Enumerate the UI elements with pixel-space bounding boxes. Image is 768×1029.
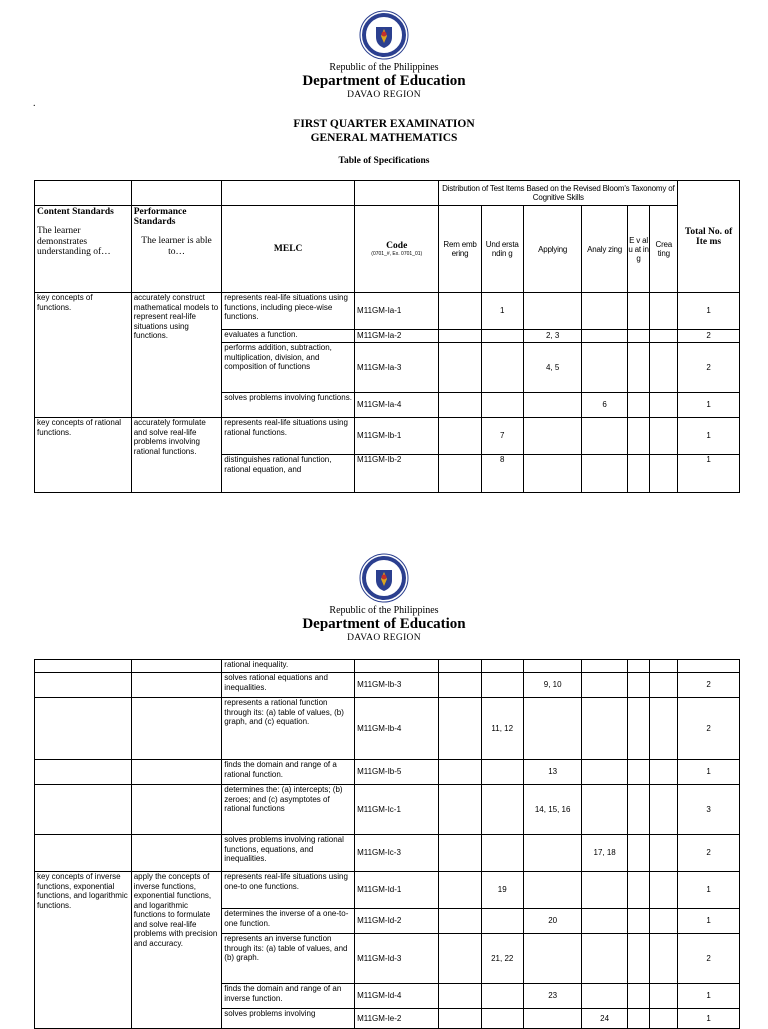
applying-cell <box>523 1009 582 1029</box>
analyzing-cell <box>582 660 627 673</box>
code-cell: M11GM-Ic-1 <box>355 785 439 835</box>
understanding-cell <box>481 1009 523 1029</box>
applying-cell: 2, 3 <box>523 330 582 343</box>
performance-standard-cell: apply the concepts of inverse functions, exponential functions, and logarithmic functions to formulate and solve real-life problems with precision and accuracy. <box>131 872 222 1029</box>
understanding-cell: 21, 22 <box>481 934 523 984</box>
code-cell: M11GM-Ib-4 <box>355 698 439 760</box>
table-row <box>35 872 740 909</box>
total-cell: 1 <box>678 909 740 934</box>
total-cell: 2 <box>678 343 740 393</box>
applying-cell: 13 <box>523 760 582 785</box>
melc-cell: solves rational equations and inequalities. <box>222 673 355 698</box>
analyzing-cell <box>582 785 627 835</box>
total-cell: 1 <box>678 418 740 455</box>
applying-cell <box>523 660 582 673</box>
content-standard-cell: key concepts of rational functions. <box>35 418 132 493</box>
header-blank-content <box>35 181 132 206</box>
total-cell: 1 <box>678 760 740 785</box>
remembering-cell <box>439 984 481 1009</box>
code-cell <box>355 660 439 673</box>
understanding-cell <box>481 660 523 673</box>
region-label: DAVAO REGION <box>347 633 421 643</box>
creating-cell <box>650 293 678 330</box>
subject-title: GENERAL MATHEMATICS <box>310 132 458 144</box>
creating-cell <box>650 698 678 760</box>
remembering-cell <box>439 673 481 698</box>
applying-cell <box>523 455 582 493</box>
content-standard-cell: key concepts of functions. <box>35 293 132 418</box>
performance-standard-cell <box>131 660 222 673</box>
applying-cell <box>523 293 582 330</box>
analyzing-cell <box>582 343 627 393</box>
total-cell <box>678 660 740 673</box>
performance-standard-cell <box>131 698 222 760</box>
creating-cell <box>650 330 678 343</box>
evaluating-cell <box>627 330 650 343</box>
creating-cell <box>650 984 678 1009</box>
applying-cell <box>523 393 582 418</box>
melc-cell: evaluates a function. <box>222 330 355 343</box>
table-row <box>35 785 740 835</box>
analyzing-cell: 24 <box>582 1009 627 1029</box>
understanding-header: Und ersta ndin g <box>481 206 523 293</box>
deped-seal-icon <box>359 10 409 60</box>
code-cell: M11GM-Ib-2 <box>355 455 439 493</box>
code-header <box>355 206 439 293</box>
applying-cell: 9, 10 <box>523 673 582 698</box>
analyzing-cell <box>582 673 627 698</box>
content-standard-cell <box>35 673 132 698</box>
applying-cell <box>523 934 582 984</box>
creating-cell <box>650 455 678 493</box>
applying-cell: 20 <box>523 909 582 934</box>
code-cell: M11GM-Ib-3 <box>355 673 439 698</box>
table-title: Table of Specifications <box>338 156 430 166</box>
stray-dot: . <box>33 98 36 109</box>
melc-header: MELC <box>222 206 355 293</box>
remembering-cell <box>439 660 481 673</box>
understanding-cell <box>481 330 523 343</box>
analyzing-cell: 6 <box>582 393 627 418</box>
applying-cell <box>523 418 582 455</box>
evaluating-cell <box>627 934 650 984</box>
applying-cell <box>523 698 582 760</box>
remembering-cell <box>439 909 481 934</box>
remembering-cell <box>439 418 481 455</box>
total-cell: 1 <box>678 293 740 330</box>
understanding-cell: 8 <box>481 455 523 493</box>
understanding-cell <box>481 785 523 835</box>
remembering-cell <box>439 1009 481 1029</box>
performance-standard-cell: accurately formulate and solve real-life problems involving rational functions. <box>131 418 222 493</box>
applying-cell <box>523 835 582 872</box>
evaluating-cell <box>627 455 650 493</box>
total-cell: 1 <box>678 393 740 418</box>
melc-cell: determines the: (a) intercepts; (b) zeroes; and (c) asymptotes of rational functions <box>222 785 355 835</box>
remembering-cell <box>439 698 481 760</box>
creating-cell <box>650 934 678 984</box>
performance-standard-cell: accurately construct mathematical models to represent real-life situations using functions. <box>131 293 222 418</box>
total-cell: 2 <box>678 698 740 760</box>
content-standards-header <box>35 206 132 293</box>
evaluating-cell <box>627 293 650 330</box>
understanding-cell: 7 <box>481 418 523 455</box>
total-cell: 2 <box>678 330 740 343</box>
code-cell: M11GM-Ia-3 <box>355 343 439 393</box>
performance-standard-cell <box>131 785 222 835</box>
evaluating-cell <box>627 673 650 698</box>
melc-cell: represents real-life situations using rational functions. <box>222 418 355 455</box>
content-standard-cell <box>35 698 132 760</box>
specification-table-page-2 <box>34 659 740 1029</box>
melc-cell: rational inequality. <box>222 660 355 673</box>
creating-cell <box>650 909 678 934</box>
header-blank-performance <box>131 181 222 206</box>
analyzing-cell <box>582 984 627 1009</box>
department-title: Department of Education <box>302 73 466 89</box>
analyzing-cell <box>582 934 627 984</box>
analyzing-cell <box>582 909 627 934</box>
melc-cell: solves problems involving <box>222 1009 355 1029</box>
analyzing-cell: 17, 18 <box>582 835 627 872</box>
melc-cell: represents real-life situations using functions, including piece-wise functions. <box>222 293 355 330</box>
content-standard-cell: key concepts of inverse functions, exponential functions, and logarithmic functions. <box>35 872 132 1029</box>
content-standard-cell <box>35 785 132 835</box>
exam-title: FIRST QUARTER EXAMINATION <box>293 118 475 130</box>
evaluating-cell <box>627 872 650 909</box>
content-standards-label: Content Standards <box>37 207 114 217</box>
code-cell: M11GM-Id-1 <box>355 872 439 909</box>
table-row <box>35 760 740 785</box>
total-cell: 2 <box>678 934 740 984</box>
creating-cell <box>650 673 678 698</box>
analyzing-cell <box>582 698 627 760</box>
total-cell: 3 <box>678 785 740 835</box>
table-row <box>35 293 740 330</box>
remembering-cell <box>439 343 481 393</box>
evaluating-cell <box>627 1009 650 1029</box>
applying-cell: 23 <box>523 984 582 1009</box>
understanding-cell <box>481 835 523 872</box>
distribution-header: Distribution of Test Items Based on the Revised Bloom's Taxonomy of Cognitive Skills <box>439 181 678 206</box>
melc-cell: performs addition, subtraction, multiplication, division, and composition of functions <box>222 343 355 393</box>
evaluating-cell <box>627 984 650 1009</box>
understanding-cell <box>481 909 523 934</box>
department-title: Department of Education <box>302 616 466 632</box>
performance-standards-sub: The learner is able to… <box>141 236 212 257</box>
evaluating-header: E v al u at in g <box>627 206 650 293</box>
remembering-cell <box>439 455 481 493</box>
understanding-cell <box>481 393 523 418</box>
deped-seal-icon <box>359 553 409 603</box>
content-standard-cell <box>35 835 132 872</box>
remembering-cell <box>439 934 481 984</box>
evaluating-cell <box>627 660 650 673</box>
creating-cell <box>650 760 678 785</box>
creating-cell <box>650 418 678 455</box>
analyzing-cell <box>582 872 627 909</box>
remembering-cell <box>439 872 481 909</box>
region-label: DAVAO REGION <box>347 90 421 100</box>
analyzing-cell <box>582 418 627 455</box>
total-cell: 1 <box>678 455 740 493</box>
code-cell: M11GM-Id-3 <box>355 934 439 984</box>
applying-cell: 14, 15, 16 <box>523 785 582 835</box>
table-row <box>35 835 740 872</box>
analyzing-cell <box>582 330 627 343</box>
code-cell: M11GM-Ib-1 <box>355 418 439 455</box>
total-cell: 2 <box>678 673 740 698</box>
total-header: Total No. of Ite ms <box>678 181 740 293</box>
understanding-cell: 1 <box>481 293 523 330</box>
melc-cell: solves problems involving functions. <box>222 393 355 418</box>
applying-cell <box>523 872 582 909</box>
evaluating-cell <box>627 785 650 835</box>
table-row <box>35 660 740 673</box>
understanding-cell <box>481 760 523 785</box>
applying-header: Applying <box>523 206 582 293</box>
performance-standard-cell <box>131 835 222 872</box>
evaluating-cell <box>627 698 650 760</box>
performance-standard-cell <box>131 673 222 698</box>
understanding-cell <box>481 673 523 698</box>
specification-table-page-1 <box>34 180 740 493</box>
code-cell: M11GM-Id-2 <box>355 909 439 934</box>
table-row <box>35 418 740 455</box>
remembering-cell <box>439 835 481 872</box>
evaluating-cell <box>627 343 650 393</box>
analyzing-cell <box>582 293 627 330</box>
melc-cell: finds the domain and range of an inverse function. <box>222 984 355 1009</box>
code-cell: M11GM-Ic-3 <box>355 835 439 872</box>
melc-cell: solves problems involving rational functions, equations, and inequalities. <box>222 835 355 872</box>
understanding-cell <box>481 984 523 1009</box>
creating-cell <box>650 660 678 673</box>
evaluating-cell <box>627 835 650 872</box>
total-cell: 2 <box>678 835 740 872</box>
evaluating-cell <box>627 909 650 934</box>
code-label: Code <box>386 241 408 251</box>
republic-label: Republic of the Philippines <box>329 605 439 616</box>
evaluating-cell <box>627 418 650 455</box>
remembering-header: Rem emb ering <box>439 206 481 293</box>
performance-standards-header <box>131 206 222 293</box>
code-cell: M11GM-Ia-4 <box>355 393 439 418</box>
remembering-cell <box>439 760 481 785</box>
evaluating-cell <box>627 760 650 785</box>
code-cell: M11GM-Id-4 <box>355 984 439 1009</box>
performance-standards-label: Performance Standards <box>133 207 187 227</box>
creating-cell <box>650 785 678 835</box>
melc-cell: distinguishes rational function, rational equation, and <box>222 455 355 493</box>
analyzing-cell <box>582 760 627 785</box>
table-row <box>35 698 740 760</box>
code-cell: M11GM-Ia-2 <box>355 330 439 343</box>
content-standards-sub: The learner demonstrates understanding of… <box>37 226 111 257</box>
content-standard-cell <box>35 760 132 785</box>
header-blank-code <box>355 181 439 206</box>
melc-cell: finds the domain and range of a rational function. <box>222 760 355 785</box>
melc-cell: represents an inverse function through its: (a) table of values, and (b) graph. <box>222 934 355 984</box>
analyzing-cell <box>582 455 627 493</box>
creating-header: Crea ting <box>650 206 678 293</box>
creating-cell <box>650 1009 678 1029</box>
remembering-cell <box>439 330 481 343</box>
total-cell: 1 <box>678 1009 740 1029</box>
creating-cell <box>650 393 678 418</box>
melc-cell: determines the inverse of a one-to-one function. <box>222 909 355 934</box>
analyzing-header: Analy zing <box>582 206 627 293</box>
table-row <box>35 673 740 698</box>
code-cell: M11GM-Ib-5 <box>355 760 439 785</box>
melc-cell: represents real-life situations using one-to one functions. <box>222 872 355 909</box>
evaluating-cell <box>627 393 650 418</box>
applying-cell: 4, 5 <box>523 343 582 393</box>
content-standard-cell <box>35 660 132 673</box>
header-blank-melc <box>222 181 355 206</box>
remembering-cell <box>439 785 481 835</box>
code-sub: (0701_#, Ex. 0701_01) <box>371 251 423 257</box>
total-cell: 1 <box>678 984 740 1009</box>
understanding-cell: 11, 12 <box>481 698 523 760</box>
total-cell: 1 <box>678 872 740 909</box>
code-cell: M11GM-Ia-1 <box>355 293 439 330</box>
creating-cell <box>650 343 678 393</box>
remembering-cell <box>439 393 481 418</box>
creating-cell <box>650 872 678 909</box>
remembering-cell <box>439 293 481 330</box>
understanding-cell: 19 <box>481 872 523 909</box>
performance-standard-cell <box>131 760 222 785</box>
melc-cell: represents a rational function through its: (a) table of values, (b) graph, and (c) equation. <box>222 698 355 760</box>
republic-label: Republic of the Philippines <box>329 62 439 73</box>
code-cell: M11GM-Ie-2 <box>355 1009 439 1029</box>
understanding-cell <box>481 343 523 393</box>
creating-cell <box>650 835 678 872</box>
